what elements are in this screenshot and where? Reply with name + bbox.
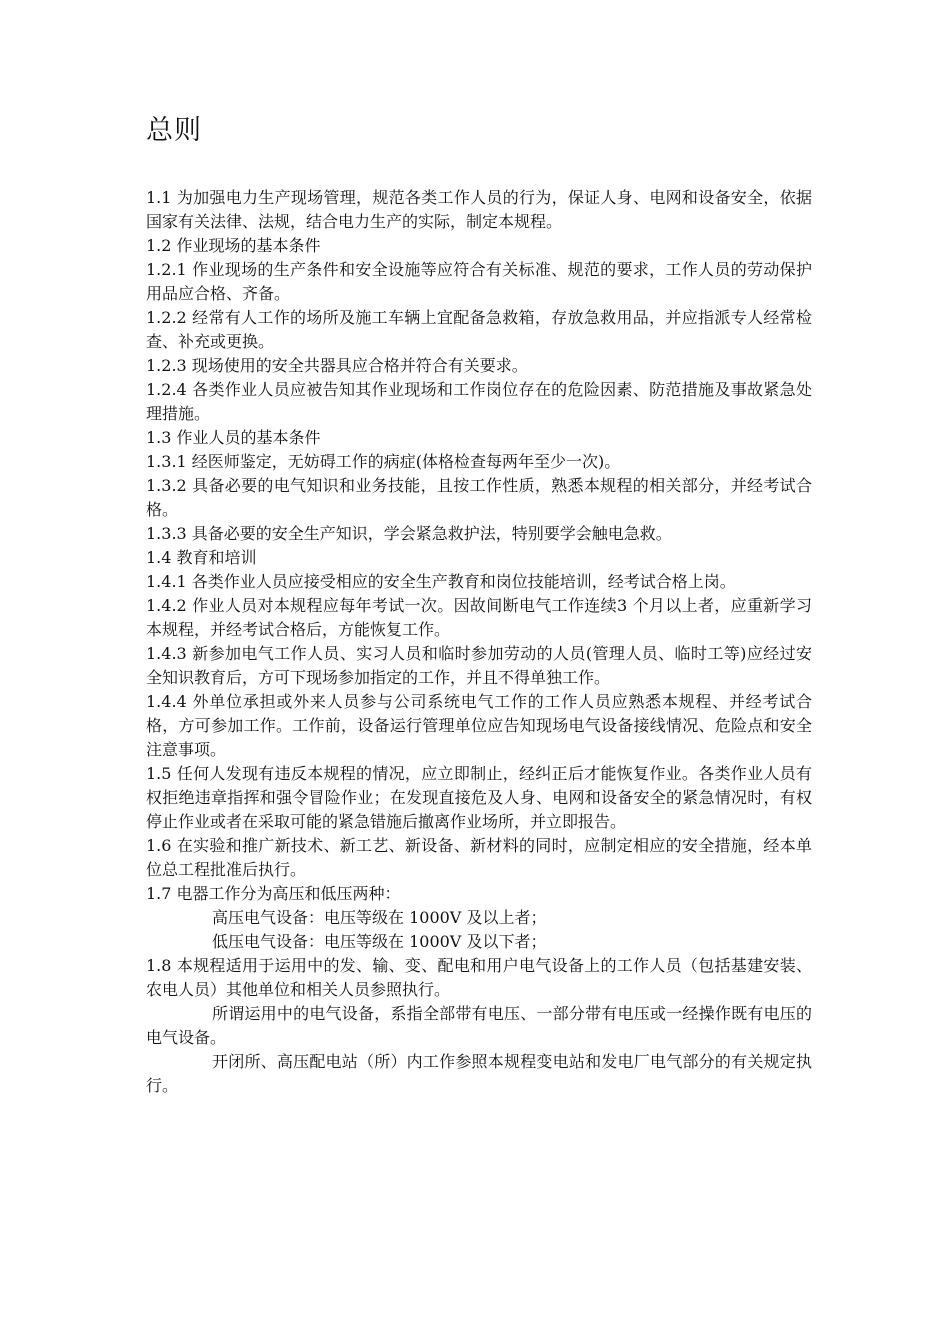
paragraph-1-4-2: 1.4.2 作业人员对本规程应每年考试一次。因故间断电气工作连续3 个月以上者，应重新学习本规程，并经考试合格后，方能恢复工作。 [146, 596, 812, 639]
document-title: 总则 [146, 115, 202, 146]
document-body [146, 186, 812, 1098]
paragraph-1-4-4: 1.4.4 外单位承担或外来人员参与公司系统电气工作的工作人员应熟悉本规程、并经考试合格，方可参加工作。工作前，设备运行管理单位应告知现场电气设备接线情况、危险点和安全注意事项。 [146, 692, 812, 759]
switching-station-note: 开闭所、高压配电站（所）内工作参照本规程变电站和发电厂电气部分的有关规定执行。 [146, 1052, 812, 1095]
paragraph-1-6: 1.6 在实验和推广新技术、新工艺、新设备、新材料的同时，应制定相应的安全措施，经本单位总工程批准后执行。 [146, 836, 812, 879]
paragraph-1-5: 1.5 任何人发现有违反本规程的情况，应立即制止，经纠正后才能恢复作业。各类作业人员有权拒绝违章指挥和强令冒险作业；在发现直接危及人身、电网和设备安全的紧急情况时，有权停止作业或者在采取可能的紧急错施后撤离作业场所，并立即报告。 [146, 764, 812, 831]
low-voltage-definition: 低压电气设备：电压等级在 1000V 及以下者； [212, 932, 547, 951]
paragraph-1-3-2: 1.3.2 具备必要的电气知识和业务技能，且按工作性质，熟悉本规程的相关部分，并经考试合格。 [146, 476, 812, 519]
in-operation-equipment-definition: 所谓运用中的电气设备，系指全部带有电压、一部分带有电压或一经操作既有电压的电气设备。 [146, 1004, 812, 1047]
section-heading-1-2: 1.2 作业现场的基本条件 [146, 236, 321, 255]
paragraph-1-3-1: 1.3.1 经医师鉴定，无妨碍工作的病症(体格检查每两年至少一次)。 [146, 452, 621, 471]
paragraph-1-4-3: 1.4.3 新参加电气工作人员、实习人员和临时参加劳动的人员(管理人员、临时工等)应经过安全知识教育后，方可下现场参加指定的工作，并且不得单独工作。 [146, 644, 812, 687]
paragraph-1-2-1: 1.2.1 作业现场的生产条件和安全设施等应符合有关标准、规范的要求，工作人员的劳动保护用品应合格、齐备。 [146, 260, 812, 303]
paragraph-1-8: 1.8 本规程适用于运用中的发、输、变、配电和用户电气设备上的工作人员（包括基建安装、农电人员）其他单位和相关人员参照执行。 [146, 956, 812, 999]
paragraph-1-2-4: 1.2.4 各类作业人员应被告知其作业现场和工作岗位存在的危险因素、防范措施及事故紧急处理措施。 [146, 380, 812, 423]
paragraph-1-3-3: 1.3.3 具备必要的安全生产知识，学会紧急救护法，特别要学会触电急救。 [146, 524, 672, 543]
paragraph-1-2-2: 1.2.2 经常有人工作的场所及施工车辆上宜配备急救箱，存放急救用品，并应指派专人经常检查、补充或更换。 [146, 308, 812, 351]
paragraph-1-4-1: 1.4.1 各类作业人员应接受相应的安全生产教育和岗位技能培训，经考试合格上岗。 [146, 572, 736, 591]
section-heading-1-4: 1.4 教育和培训 [146, 548, 257, 567]
paragraph-1-1: 1.1 为加强电力生产现场管理，规范各类工作人员的行为，保证人身、电网和设备安全，依据国家有关法律、法规，结合电力生产的实际，制定本规程。 [146, 188, 812, 231]
section-heading-1-3: 1.3 作业人员的基本条件 [146, 428, 321, 447]
paragraph-1-2-3: 1.2.3 现场使用的安全共器具应合格并符合有关要求。 [146, 356, 528, 375]
high-voltage-definition: 高压电气设备：电压等级在 1000V 及以上者； [212, 908, 547, 927]
paragraph-1-7: 1.7 电器工作分为高压和低压两种： [146, 884, 401, 903]
